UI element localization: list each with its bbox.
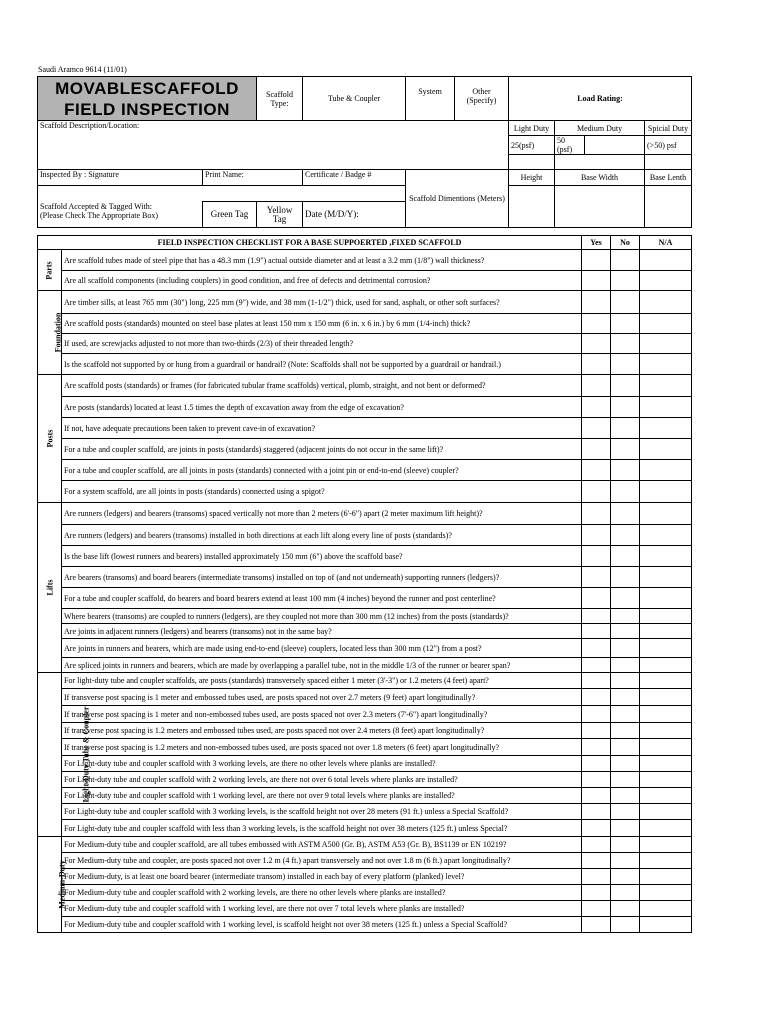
yes-checkbox-cell[interactable] — [582, 804, 611, 820]
form-title — [38, 77, 257, 121]
inspection-checklist — [37, 235, 692, 933]
checklist-row — [38, 314, 692, 334]
checklist-question: Are scaffold posts (standards) mounted on steel base plates at least 150 mm x 150 mm (6 in. x 6 in.) by 6 mm (1/4-inch) thick? — [62, 314, 582, 334]
no-checkbox-cell[interactable] — [611, 658, 640, 673]
checklist-question: For Medium-duty tube and coupler scaffold with 1 working level, are there not over 7 total levels where planks are installed? — [62, 901, 582, 917]
na-checkbox-cell[interactable] — [640, 658, 692, 673]
no-checkbox-cell[interactable] — [611, 756, 640, 772]
checklist-question: Are scaffold tubes made of steel pipe that has a 48.3 mm (1.9") actual outside diameter and at least a 3.2 mm (1/8") wall thickness? — [62, 250, 582, 271]
medium-duty-blank — [555, 155, 645, 170]
checklist-row — [38, 250, 692, 271]
section-label-cell — [38, 503, 62, 673]
light-duty-value[interactable]: 25(psf) — [509, 136, 555, 155]
checklist-row — [38, 901, 692, 917]
checklist-question: Are bearers (transoms) and board bearers (intermediate transoms) installed on top of (and not underneath) supporting runners (ledgers)? — [62, 567, 582, 588]
checklist-question: For Medium-duty tube and coupler scaffold, are all tubes embossed with ASTM A500 (Gr. B), ASTM A53 (Gr. B), BS1139 or EN 10219? — [62, 837, 582, 853]
checklist-question: For light-duty tube and coupler scaffolds, are posts (standards) transversely spaced either 1 meter (3'-3") or 1.2 meters (4 feet) apart? — [62, 673, 582, 689]
na-checkbox-cell[interactable] — [640, 375, 692, 397]
checklist-question: Are scaffold posts (standards) or frames (for fabricated tubular frame scaffolds) vertical, plumb, straight, and not bent or deformed? — [62, 375, 582, 397]
no-checkbox-cell[interactable] — [611, 588, 640, 609]
na-checkbox-cell[interactable] — [640, 804, 692, 820]
yes-checkbox-cell[interactable] — [582, 885, 611, 901]
na-checkbox-cell[interactable] — [640, 788, 692, 804]
yes-checkbox-cell[interactable] — [582, 271, 611, 291]
na-checkbox-cell[interactable] — [640, 567, 692, 588]
no-checkbox-cell[interactable] — [611, 639, 640, 658]
checklist-question: For Light-duty tube and coupler scaffold with 3 working levels, is the scaffold height not over 28 meters (91 ft.) unless a Special Scaffold? — [62, 804, 582, 820]
no-checkbox-cell[interactable] — [611, 481, 640, 503]
yes-checkbox-cell[interactable] — [582, 756, 611, 772]
checklist-row — [38, 853, 692, 869]
height-value[interactable] — [509, 186, 555, 228]
date-field[interactable]: Date (M/D/Y): — [303, 202, 406, 228]
no-checkbox-cell[interactable] — [611, 804, 640, 820]
no-checkbox-cell[interactable] — [611, 853, 640, 869]
no-checkbox-cell[interactable] — [611, 375, 640, 397]
scaffold-type-label: Scaffold Type: — [257, 77, 303, 121]
section-label: Foundation — [53, 312, 63, 353]
na-checkbox-cell[interactable] — [640, 609, 692, 624]
no-checkbox-cell[interactable] — [611, 609, 640, 624]
checklist-row — [38, 639, 692, 658]
no-checkbox-cell[interactable] — [611, 837, 640, 853]
checklist-question: For Light-duty tube and coupler scaffold with 3 working levels, are there no other levels where planks are installed? — [62, 756, 582, 772]
checklist-row — [38, 609, 692, 624]
checklist-question: Where bearers (transoms) are coupled to runners (ledgers), are they coupled not more than 300 mm (12 inches) from the posts (standards)? — [62, 609, 582, 624]
other-option[interactable]: Other (Specify) — [455, 77, 509, 121]
checklist-row — [38, 525, 692, 546]
na-checkbox-cell[interactable] — [640, 723, 692, 739]
checklist-row — [38, 706, 692, 723]
yes-checkbox-cell[interactable] — [582, 673, 611, 689]
na-checkbox-cell[interactable] — [640, 689, 692, 706]
medium-duty-label: Medium Duty — [555, 121, 645, 136]
na-column-header: N/A — [640, 236, 692, 250]
checklist-row — [38, 291, 692, 314]
checklist-row — [38, 588, 692, 609]
form-header — [37, 76, 691, 228]
checklist-question: For Medium-duty tube and coupler scaffold with 1 working level, is scaffold height not over 38 meters (125 ft.) unless a Special Scaffold? — [62, 917, 582, 933]
yes-checkbox-cell[interactable] — [582, 250, 611, 271]
yes-checkbox-cell[interactable] — [582, 481, 611, 503]
na-checkbox-cell[interactable] — [640, 853, 692, 869]
checklist-question: For Medium-duty, is at least one board bearer (intermediate transom) installed in each bay of every platform (planked) level? — [62, 869, 582, 885]
accepted-tagged-line2: (Please Check The Appropriate Box) — [40, 210, 159, 220]
checklist-question: For a system scaffold, are all joints in posts (standards) connected using a spigot? — [62, 481, 582, 503]
scaffold-dimensions-label: Scaffold Dimentions (Meters) — [406, 170, 509, 228]
yes-checkbox-cell[interactable] — [582, 837, 611, 853]
base-length-value[interactable] — [645, 186, 692, 228]
checklist-question: Are all scaffold components (including couplers) in good condition, and free of defects and detrimental corrosion? — [62, 271, 582, 291]
na-checkbox-cell[interactable] — [640, 706, 692, 723]
base-width-value[interactable] — [555, 186, 645, 228]
accepted-tagged-label — [38, 202, 203, 228]
na-checkbox-cell[interactable] — [640, 772, 692, 788]
no-checkbox-cell[interactable] — [611, 723, 640, 739]
na-checkbox-cell[interactable] — [640, 756, 692, 772]
height-label: Height — [509, 170, 555, 186]
checklist-question: For Medium-duty tube and coupler scaffold with 2 working levels, are there no other levels where planks are installed? — [62, 885, 582, 901]
medium-duty-value[interactable]: 50 (psf) — [555, 136, 585, 155]
checklist-question: For a tube and coupler scaffold, are all joints in posts (standards) connected with a joint pin or end-to-end (sleeve) coupler? — [62, 460, 582, 481]
section-label-cell — [38, 837, 67, 933]
section-label-cell — [38, 250, 62, 291]
checklist-question: For Medium-duty tube and coupler, are posts spaced not over 1.2 m (4 ft.) apart transversely and not over 1.8 m (6 ft.) apart longitudinally? — [62, 853, 582, 869]
checklist-question: Is the scaffold not supported by or hung from a guardrail or handrail? (Note: Scaffolds shall not be supported by a guardrail or handrail.) — [62, 354, 582, 375]
checklist-row — [38, 418, 692, 439]
checklist-row — [38, 820, 692, 837]
no-checkbox-cell[interactable] — [611, 917, 640, 933]
checklist-row — [38, 885, 692, 901]
no-checkbox-cell[interactable] — [611, 397, 640, 418]
checklist-row — [38, 397, 692, 418]
scaffold-description-field[interactable] — [38, 121, 509, 170]
special-duty-blank — [645, 155, 692, 170]
na-checkbox-cell[interactable] — [640, 418, 692, 439]
certificate-field[interactable]: Certificate / Badge # — [303, 170, 406, 186]
yes-checkbox-cell[interactable] — [582, 546, 611, 567]
na-checkbox-cell[interactable] — [640, 291, 692, 314]
checklist-row — [38, 439, 692, 460]
na-checkbox-cell[interactable] — [640, 639, 692, 658]
yes-checkbox-cell[interactable] — [582, 439, 611, 460]
form-title-line2: FIELD INSPECTION — [64, 99, 230, 119]
yes-checkbox-cell[interactable] — [582, 375, 611, 397]
section-label: Posts — [45, 429, 54, 448]
na-checkbox-cell[interactable] — [640, 250, 692, 271]
no-checkbox-cell[interactable] — [611, 354, 640, 375]
yes-checkbox-cell[interactable] — [582, 639, 611, 658]
na-checkbox-cell[interactable] — [640, 397, 692, 418]
na-checkbox-cell[interactable] — [640, 314, 692, 334]
checklist-title: FIELD INSPECTION CHECKLIST FOR A BASE SUPPOERTED ,FIXED SCAFFOLD — [38, 236, 582, 250]
system-option[interactable]: System — [406, 77, 455, 121]
checklist-question: If transverse post spacing is 1.2 meters and embossed tubes used, are posts spaced not over 2.4 meters (8 feet) apart longitudinally? — [62, 723, 582, 739]
yes-checkbox-cell[interactable] — [582, 609, 611, 624]
checklist-row — [38, 460, 692, 481]
checklist-question: Are runners (ledgers) and bearers (transoms) installed in both directions at each lift along every line of posts (standards)? — [62, 525, 582, 546]
no-checkbox-cell[interactable] — [611, 820, 640, 837]
yes-checkbox-cell[interactable] — [582, 917, 611, 933]
checklist-row — [38, 658, 692, 673]
no-checkbox-cell[interactable] — [611, 885, 640, 901]
form-title-line1: MOVABLESCAFFOLD — [55, 78, 239, 98]
no-checkbox-cell[interactable] — [611, 418, 640, 439]
checklist-row — [38, 917, 692, 933]
print-name-field[interactable]: Print Name: — [203, 170, 303, 186]
yes-checkbox-cell[interactable] — [582, 723, 611, 739]
yes-checkbox-cell[interactable] — [582, 658, 611, 673]
base-width-label: Base Width — [555, 170, 645, 186]
no-checkbox-cell[interactable] — [611, 314, 640, 334]
na-checkbox-cell[interactable] — [640, 885, 692, 901]
na-checkbox-cell[interactable] — [640, 525, 692, 546]
checklist-question: Are joints in runners and bearers, which are made using end-to-end (sleeve) couplers, located less than 300 mm (12") from a post? — [62, 639, 582, 658]
yes-checkbox-cell[interactable] — [582, 291, 611, 314]
no-checkbox-cell[interactable] — [611, 624, 640, 639]
yes-checkbox-cell[interactable] — [582, 503, 611, 525]
no-checkbox-cell[interactable] — [611, 250, 640, 271]
no-checkbox-cell[interactable] — [611, 334, 640, 354]
yes-checkbox-cell[interactable] — [582, 418, 611, 439]
na-checkbox-cell[interactable] — [640, 588, 692, 609]
checklist-row — [38, 756, 692, 772]
inspected-by-field[interactable]: Inspected By : Signature — [38, 170, 203, 186]
checklist-question: If transverse post spacing is 1 meter and non-embossed tubes used, are posts spaced not over 2.3 meters (7'-6") apart longitudinally? — [62, 706, 582, 723]
checklist-row — [38, 271, 692, 291]
yes-checkbox-cell[interactable] — [582, 788, 611, 804]
na-checkbox-cell[interactable] — [640, 869, 692, 885]
no-checkbox-cell[interactable] — [611, 739, 640, 756]
na-checkbox-cell[interactable] — [640, 546, 692, 567]
checklist-row — [38, 723, 692, 739]
scaffold-description-label: Scaffold Description/Location: — [40, 121, 140, 130]
checklist-question: For a tube and coupler scaffold, do bearers and board bearers extend at least 100 mm (4 inches) beyond the runner and post centerline? — [62, 588, 582, 609]
na-checkbox-cell[interactable] — [640, 460, 692, 481]
na-checkbox-cell[interactable] — [640, 439, 692, 460]
checklist-row — [38, 567, 692, 588]
yes-checkbox-cell[interactable] — [582, 689, 611, 706]
yes-checkbox-cell[interactable] — [582, 624, 611, 639]
na-checkbox-cell[interactable] — [640, 739, 692, 756]
checklist-row — [38, 689, 692, 706]
checklist-row — [38, 739, 692, 756]
yes-checkbox-cell[interactable] — [582, 354, 611, 375]
na-checkbox-cell[interactable] — [640, 503, 692, 525]
yes-checkbox-cell[interactable] — [582, 397, 611, 418]
yellow-tag-option[interactable]: Yellow Tag — [257, 202, 303, 228]
no-checkbox-cell[interactable] — [611, 673, 640, 689]
checklist-row — [38, 624, 692, 639]
yes-checkbox-cell[interactable] — [582, 772, 611, 788]
yes-checkbox-cell[interactable] — [582, 567, 611, 588]
yes-checkbox-cell[interactable] — [582, 525, 611, 546]
checklist-question: For a tube and coupler scaffold, are joints in posts (standards) staggered (adjacent joints do not occur in the same lift)? — [62, 439, 582, 460]
checklist-question: If used, are screwjacks adjusted to not more than two-thirds (2/3) of their threaded length? — [62, 334, 582, 354]
yes-checkbox-cell[interactable] — [582, 706, 611, 723]
na-checkbox-cell[interactable] — [640, 481, 692, 503]
no-checkbox-cell[interactable] — [611, 772, 640, 788]
checklist-row — [38, 354, 692, 375]
na-checkbox-cell[interactable] — [640, 820, 692, 837]
checklist-question: Are timber sills, at least 765 mm (30") long, 225 mm (9") wide, and 38 mm (1-1/2") thick, used for sand, asphalt, or other soft surfaces? — [62, 291, 582, 314]
na-checkbox-cell[interactable] — [640, 673, 692, 689]
no-checkbox-cell[interactable] — [611, 567, 640, 588]
green-tag-option[interactable]: Green Tag — [203, 202, 257, 228]
section-label-cell — [38, 291, 62, 375]
no-checkbox-cell[interactable] — [611, 291, 640, 314]
na-checkbox-cell[interactable] — [640, 624, 692, 639]
yes-checkbox-cell[interactable] — [582, 901, 611, 917]
checklist-question: Is the base lift (lowest runners and bearers) installed approximately 150 mm (6") above the scaffold base? — [62, 546, 582, 567]
yes-checkbox-cell[interactable] — [582, 334, 611, 354]
no-column-header: No — [611, 236, 640, 250]
tube-coupler-option[interactable]: Tube & Coupler — [303, 77, 406, 121]
checklist-question: Are joints in adjacent runners (ledgers) and bearers (transoms) not in the same bay? — [62, 624, 582, 639]
no-checkbox-cell[interactable] — [611, 689, 640, 706]
yes-column-header: Yes — [582, 236, 611, 250]
no-checkbox-cell[interactable] — [611, 503, 640, 525]
checklist-question: For Light-duty tube and coupler scaffold with less than 3 working levels, is the scaffold height not over 38 meters (125 ft.) unless Special? — [62, 820, 582, 837]
yes-checkbox-cell[interactable] — [582, 820, 611, 837]
checklist-question: Are posts (standards) located at least 1.5 times the depth of excavation away from the edge of excavation? — [62, 397, 582, 418]
checklist-question: For Light-duty tube and coupler scaffold with 1 working level, are there not over 9 total levels where planks are installed? — [62, 788, 582, 804]
no-checkbox-cell[interactable] — [611, 788, 640, 804]
base-length-label: Base Lenth — [645, 170, 692, 186]
checklist-row — [38, 481, 692, 503]
checklist-row — [38, 503, 692, 525]
no-checkbox-cell[interactable] — [611, 439, 640, 460]
accepted-tagged-line1: Scaffold Accepted & Tagged With: — [40, 201, 152, 211]
checklist-question: If not, have adequate precautions been taken to prevent cave-in of excavation? — [62, 418, 582, 439]
checklist-question: If transverse post spacing is 1 meter and embossed tubes used, are posts spaced not over 2.7 meters (9 feet) apart longitudinally? — [62, 689, 582, 706]
yes-checkbox-cell[interactable] — [582, 460, 611, 481]
checklist-question: For Light-duty tube and coupler scaffold with 2 working levels, are there not over 6 total levels where planks are installed? — [62, 772, 582, 788]
section-label: Lifts — [45, 579, 54, 596]
checklist-row — [38, 334, 692, 354]
load-rating-label: Load Rating: — [509, 77, 692, 121]
checklist-row — [38, 788, 692, 804]
yes-checkbox-cell[interactable] — [582, 869, 611, 885]
checklist-row — [38, 869, 692, 885]
light-duty-blank — [509, 155, 555, 170]
section-label-cell — [38, 673, 91, 837]
no-checkbox-cell[interactable] — [611, 525, 640, 546]
medium-duty-extra[interactable] — [585, 136, 645, 155]
section-label: Parts — [45, 260, 54, 280]
no-checkbox-cell[interactable] — [611, 869, 640, 885]
na-checkbox-cell[interactable] — [640, 917, 692, 933]
na-checkbox-cell[interactable] — [640, 271, 692, 291]
form-reference: Saudi Aramco 9614 (11/01) — [38, 65, 127, 74]
checklist-row — [38, 673, 692, 689]
section-label: Medium-Duty — [57, 860, 67, 909]
yes-checkbox-cell[interactable] — [582, 314, 611, 334]
checklist-row — [38, 804, 692, 820]
na-checkbox-cell[interactable] — [640, 334, 692, 354]
checklist-row — [38, 837, 692, 853]
checklist-question: Are spliced joints in runners and bearers, which are made by overlapping a parallel tube, not in the middle 1/3 of the runner or bearer span? — [62, 658, 582, 673]
special-duty-value[interactable]: (>50) psf — [645, 136, 692, 155]
yes-checkbox-cell[interactable] — [582, 853, 611, 869]
special-duty-label: Spicial Duty — [645, 121, 692, 136]
checklist-row — [38, 772, 692, 788]
no-checkbox-cell[interactable] — [611, 901, 640, 917]
na-checkbox-cell[interactable] — [640, 901, 692, 917]
checklist-question: Are runners (ledgers) and bearers (transoms) spaced vertically not more than 2 meters (6'-6") apart (2 meter maximum lift height)? — [62, 503, 582, 525]
section-label: Light-Duty Tube & Coupler — [81, 706, 91, 803]
yes-checkbox-cell[interactable] — [582, 588, 611, 609]
no-checkbox-cell[interactable] — [611, 460, 640, 481]
na-checkbox-cell[interactable] — [640, 354, 692, 375]
no-checkbox-cell[interactable] — [611, 546, 640, 567]
section-label-cell — [38, 375, 62, 503]
checklist-row — [38, 375, 692, 397]
na-checkbox-cell[interactable] — [640, 837, 692, 853]
checklist-row — [38, 546, 692, 567]
accepted-tagged-blank — [38, 186, 406, 202]
yes-checkbox-cell[interactable] — [582, 739, 611, 756]
checklist-question: If transverse post spacing is 1.2 meters and non-embossed tubes used, are posts spaced not over 1.8 meters (6 feet) apart longitudinally? — [62, 739, 582, 756]
light-duty-label: Light Duty — [509, 121, 555, 136]
no-checkbox-cell[interactable] — [611, 271, 640, 291]
no-checkbox-cell[interactable] — [611, 706, 640, 723]
